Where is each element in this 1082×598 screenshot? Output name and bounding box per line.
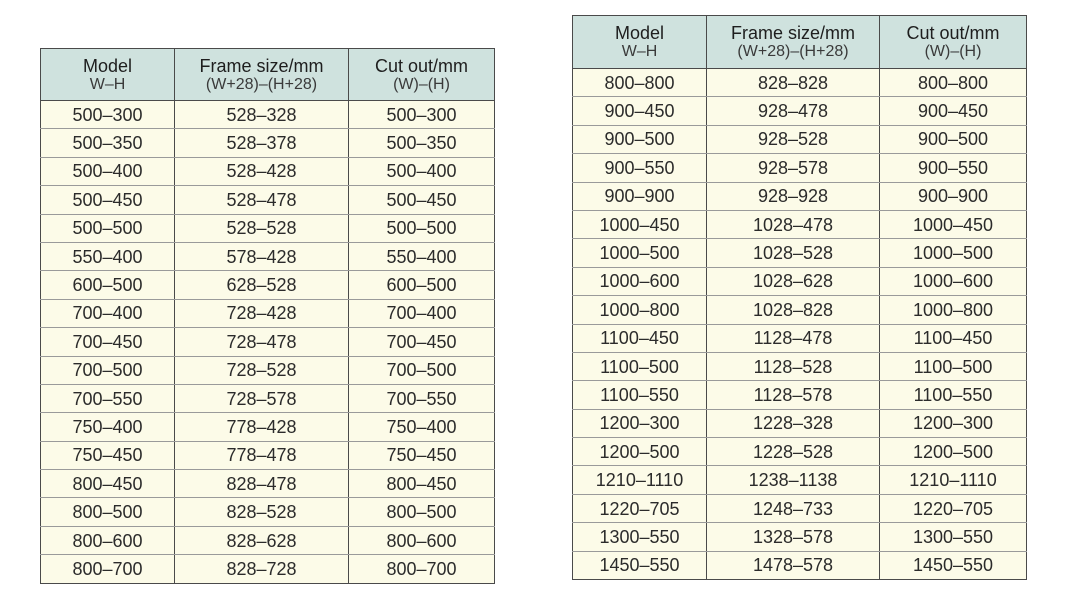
cell-frame-size: 928–578 [707,154,880,182]
cell-frame-size: 928–478 [707,97,880,125]
cell-model: 900–550 [573,154,707,182]
table-row [41,555,495,583]
table-row [41,101,495,129]
cell-cut-out: 700–550 [349,384,495,412]
cell-model: 700–400 [41,299,175,327]
column-subtitle: W–H [621,43,658,60]
column-title: Cut out/mm [374,55,469,76]
table-row [41,157,495,185]
cell-model: 500–300 [41,101,175,129]
column-subtitle: W–H [89,75,126,93]
cell-frame-size: 728–428 [175,299,349,327]
cell-frame-size: 1028–528 [707,239,880,267]
column-header-cut-out [349,49,495,101]
table-row [573,296,1027,324]
table-row [41,356,495,384]
cell-model: 700–500 [41,356,175,384]
table-row [573,154,1027,182]
cell-model: 550–400 [41,242,175,270]
cell-frame-size: 528–478 [175,186,349,214]
cell-model: 1000–500 [573,239,707,267]
cell-cut-out: 1100–500 [880,352,1027,380]
table-row [41,413,495,441]
table-row [573,466,1027,494]
cell-model: 500–500 [41,214,175,242]
header-row [573,16,1027,69]
table-row [41,129,495,157]
cell-frame-size: 578–428 [175,242,349,270]
cell-model: 800–500 [41,498,175,526]
cell-frame-size: 1478–578 [707,551,880,579]
table-row [41,242,495,270]
cell-cut-out: 1200–300 [880,409,1027,437]
cell-frame-size: 1128–478 [707,324,880,352]
column-subtitle: (W+28)–(H+28) [205,75,318,93]
table-row [573,125,1027,153]
cell-cut-out: 700–450 [349,328,495,356]
cell-model: 700–450 [41,328,175,356]
cell-model: 800–450 [41,470,175,498]
table-row [573,210,1027,238]
table-row [573,69,1027,97]
cell-cut-out: 1000–450 [880,210,1027,238]
cell-cut-out: 500–300 [349,101,495,129]
cell-frame-size: 528–528 [175,214,349,242]
cell-cut-out: 1000–500 [880,239,1027,267]
cell-frame-size: 1028–478 [707,210,880,238]
cell-cut-out: 1100–550 [880,381,1027,409]
column-title: Model [614,23,665,43]
cell-model: 750–450 [41,441,175,469]
table-row [41,328,495,356]
header-row [41,49,495,101]
cell-cut-out: 1220–705 [880,494,1027,522]
table-header [41,49,495,101]
table-row [573,352,1027,380]
cell-cut-out: 900–500 [880,125,1027,153]
cell-frame-size: 828–728 [175,555,349,583]
cell-model: 900–900 [573,182,707,210]
column-header-model [573,16,707,69]
cell-model: 800–600 [41,526,175,554]
column-title: Model [82,55,133,76]
cell-model: 700–550 [41,384,175,412]
cell-frame-size: 528–328 [175,101,349,129]
cell-model: 900–500 [573,125,707,153]
cell-model: 1200–300 [573,409,707,437]
cell-frame-size: 928–528 [707,125,880,153]
table-row [41,299,495,327]
cell-cut-out: 800–600 [349,526,495,554]
cell-frame-size: 728–578 [175,384,349,412]
cell-cut-out: 1450–550 [880,551,1027,579]
table-row [41,498,495,526]
cell-frame-size: 1238–1138 [707,466,880,494]
table-row [573,523,1027,551]
cell-model: 800–800 [573,69,707,97]
cell-model: 1000–800 [573,296,707,324]
column-header-cut-out [880,16,1027,69]
column-title: Frame size/mm [199,55,324,76]
table-row [573,267,1027,295]
column-subtitle: (W)–(H) [924,43,982,60]
cell-model: 1300–550 [573,523,707,551]
cell-frame-size: 1228–528 [707,438,880,466]
cell-frame-size: 1028–828 [707,296,880,324]
size-table-right [572,15,1027,580]
cell-frame-size: 778–428 [175,413,349,441]
cell-cut-out: 1200–500 [880,438,1027,466]
cell-model: 600–500 [41,271,175,299]
table-row [41,186,495,214]
cell-frame-size: 828–828 [707,69,880,97]
table-row [41,526,495,554]
table-row [573,409,1027,437]
cell-cut-out: 500–400 [349,157,495,185]
cell-model: 1450–550 [573,551,707,579]
cell-frame-size: 528–378 [175,129,349,157]
table-row [41,214,495,242]
cell-model: 500–400 [41,157,175,185]
cell-model: 500–450 [41,186,175,214]
cell-frame-size: 1328–578 [707,523,880,551]
cell-frame-size: 1228–328 [707,409,880,437]
cell-model: 900–450 [573,97,707,125]
cell-cut-out: 900–550 [880,154,1027,182]
cell-model: 1220–705 [573,494,707,522]
cell-frame-size: 928–928 [707,182,880,210]
cell-frame-size: 828–628 [175,526,349,554]
cell-cut-out: 700–500 [349,356,495,384]
cell-cut-out: 1300–550 [880,523,1027,551]
column-header-model [41,49,175,101]
table-row [573,239,1027,267]
cell-model: 1200–500 [573,438,707,466]
cell-model: 1000–600 [573,267,707,295]
column-header-frame-size [175,49,349,101]
cell-frame-size: 828–528 [175,498,349,526]
cell-frame-size: 778–478 [175,441,349,469]
table-row [573,381,1027,409]
cell-model: 1210–1110 [573,466,707,494]
cell-frame-size: 728–478 [175,328,349,356]
table-row [573,182,1027,210]
cell-cut-out: 700–400 [349,299,495,327]
table-header [573,16,1027,69]
cell-frame-size: 1128–578 [707,381,880,409]
table-body [573,69,1027,580]
cell-model: 1100–550 [573,381,707,409]
table-row [41,384,495,412]
cell-frame-size: 1248–733 [707,494,880,522]
table-row [41,470,495,498]
cell-cut-out: 800–500 [349,498,495,526]
cell-cut-out: 750–400 [349,413,495,441]
cell-frame-size: 1028–628 [707,267,880,295]
cell-model: 750–400 [41,413,175,441]
cell-frame-size: 828–478 [175,470,349,498]
table-row [41,271,495,299]
table-body [41,101,495,584]
cell-model: 1100–500 [573,352,707,380]
cell-cut-out: 500–500 [349,214,495,242]
column-subtitle: (W)–(H) [393,75,450,93]
column-subtitle: (W+28)–(H+28) [737,43,849,60]
cell-frame-size: 728–528 [175,356,349,384]
size-table-left [40,48,495,584]
cell-model: 1000–450 [573,210,707,238]
table-row [573,324,1027,352]
cell-cut-out: 1100–450 [880,324,1027,352]
cell-cut-out: 800–700 [349,555,495,583]
cell-cut-out: 800–450 [349,470,495,498]
cell-cut-out: 500–450 [349,186,495,214]
cell-cut-out: 900–900 [880,182,1027,210]
table-row [573,438,1027,466]
cell-model: 800–700 [41,555,175,583]
cell-cut-out: 550–400 [349,242,495,270]
cell-model: 500–350 [41,129,175,157]
table-row [573,494,1027,522]
table-row [573,97,1027,125]
table-row [573,551,1027,579]
column-header-frame-size [707,16,880,69]
cell-model: 1100–450 [573,324,707,352]
table-row [41,441,495,469]
cell-cut-out: 500–350 [349,129,495,157]
cell-cut-out: 1000–600 [880,267,1027,295]
cell-cut-out: 1210–1110 [880,466,1027,494]
cell-frame-size: 528–428 [175,157,349,185]
column-title: Cut out/mm [906,23,1000,43]
cell-cut-out: 900–450 [880,97,1027,125]
column-title: Frame size/mm [730,23,855,43]
cell-cut-out: 600–500 [349,271,495,299]
cell-cut-out: 1000–800 [880,296,1027,324]
cell-cut-out: 750–450 [349,441,495,469]
cell-frame-size: 628–528 [175,271,349,299]
cell-frame-size: 1128–528 [707,352,880,380]
cell-cut-out: 800–800 [880,69,1027,97]
